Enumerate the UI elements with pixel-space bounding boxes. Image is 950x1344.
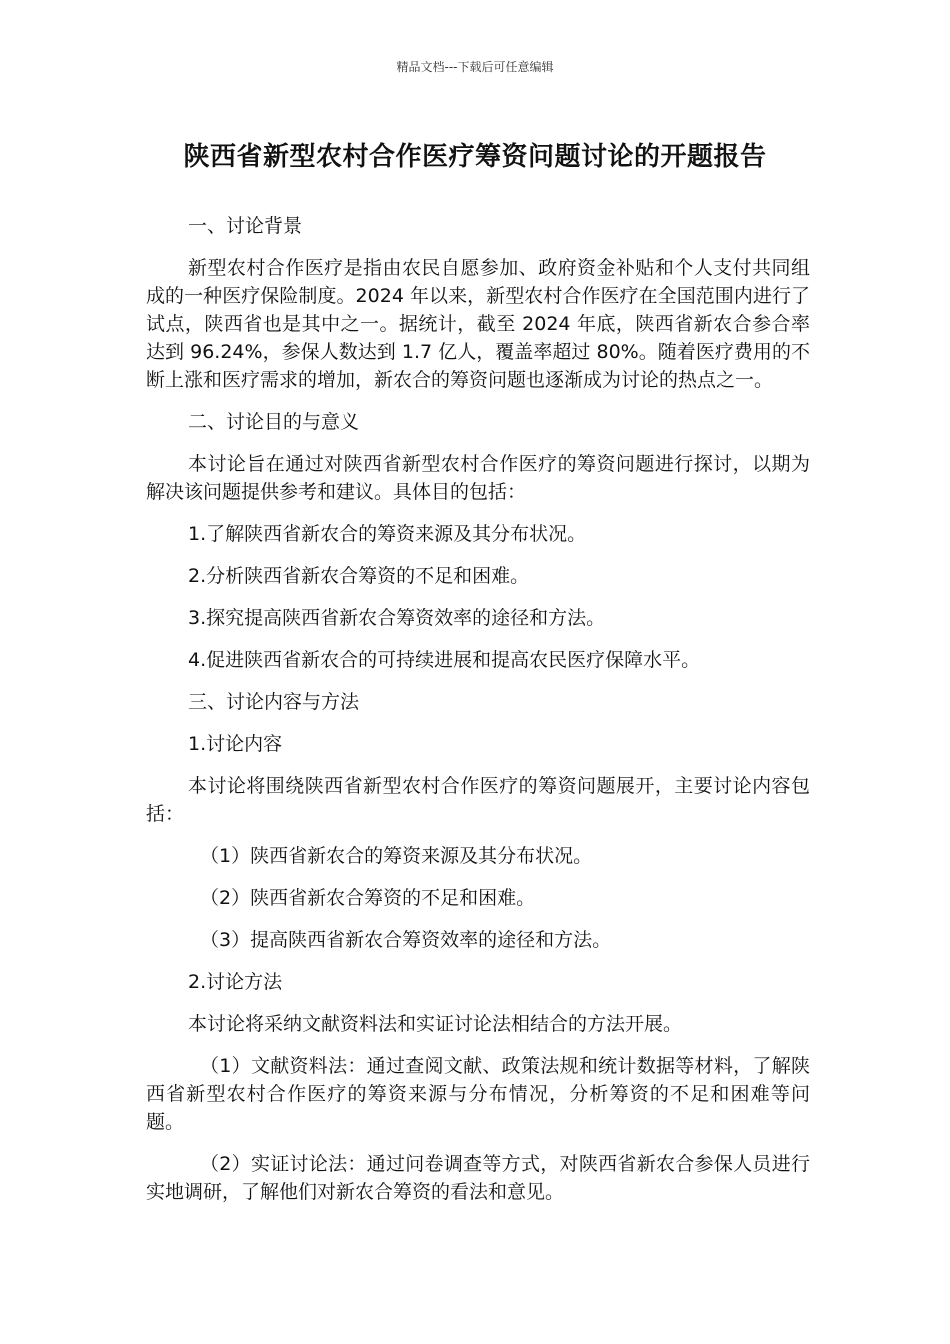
subheading-content: 1.讨论内容 xyxy=(188,733,283,755)
purpose-item: 4.促进陕西省新农合的可持续进展和提高农民医疗保障水平。 xyxy=(188,649,701,671)
content-item: （2）陕西省新农合筹资的不足和困难。 xyxy=(200,887,536,909)
paragraph-content: 本讨论将围绕陕西省新型农村合作医疗的筹资问题展开，主要讨论内容包括： xyxy=(146,775,810,825)
purpose-item: 3.探究提高陕西省新农合筹资效率的途径和方法。 xyxy=(188,607,606,629)
purpose-item: 1.了解陕西省新农合的筹资来源及其分布状况。 xyxy=(188,523,587,545)
section-heading-background: 一、讨论背景 xyxy=(188,215,303,237)
page-header-note: 精品文档---下载后可任意编辑 xyxy=(396,60,554,74)
paragraph-method: 本讨论将采纳文献资料法和实证讨论法相结合的方法开展。 xyxy=(188,1013,683,1035)
method-literature: （1）文献资料法：通过查阅文献、政策法规和统计数据等材料，了解陕西省新型农村合作医疗的筹资来源与分布情况，分析筹资的不足和困难等问题。 xyxy=(146,1055,810,1133)
document-title: 陕西省新型农村合作医疗筹资问题讨论的开题报告 xyxy=(183,142,767,172)
section-heading-content-method: 三、讨论内容与方法 xyxy=(188,691,360,713)
section-heading-purpose: 二、讨论目的与意义 xyxy=(188,411,360,433)
document-body xyxy=(146,212,810,1220)
purpose-item: 2.分析陕西省新农合筹资的不足和困难。 xyxy=(188,565,530,587)
content-item: （3）提高陕西省新农合筹资效率的途径和方法。 xyxy=(200,929,612,951)
content-item: （1）陕西省新农合的筹资来源及其分布状况。 xyxy=(200,845,593,867)
paragraph-purpose: 本讨论旨在通过对陕西省新型农村合作医疗的筹资问题进行探讨，以期为解决该问题提供参考和建议。具体目的包括： xyxy=(146,453,810,503)
subheading-method: 2.讨论方法 xyxy=(188,971,283,993)
paragraph-background: 新型农村合作医疗是指由农民自愿参加、政府资金补贴和个人支付共同组成的一种医疗保险制度。2024 年以来，新型农村合作医疗在全国范围内进行了试点，陕西省也是其中之一。据统计，截至 2024 年底，陕西省新农合参合率达到 96.24%，参保人数达到 1.7 亿人，覆盖率超过 80%。随着医疗费用的不断上涨和医疗需求的增加，新农合的筹资问题也逐渐成为讨论的热点之一。 xyxy=(146,257,810,391)
method-empirical: （2）实证讨论法：通过问卷调查等方式，对陕西省新农合参保人员进行实地调研，了解他们对新农合筹资的看法和意见。 xyxy=(146,1153,810,1203)
